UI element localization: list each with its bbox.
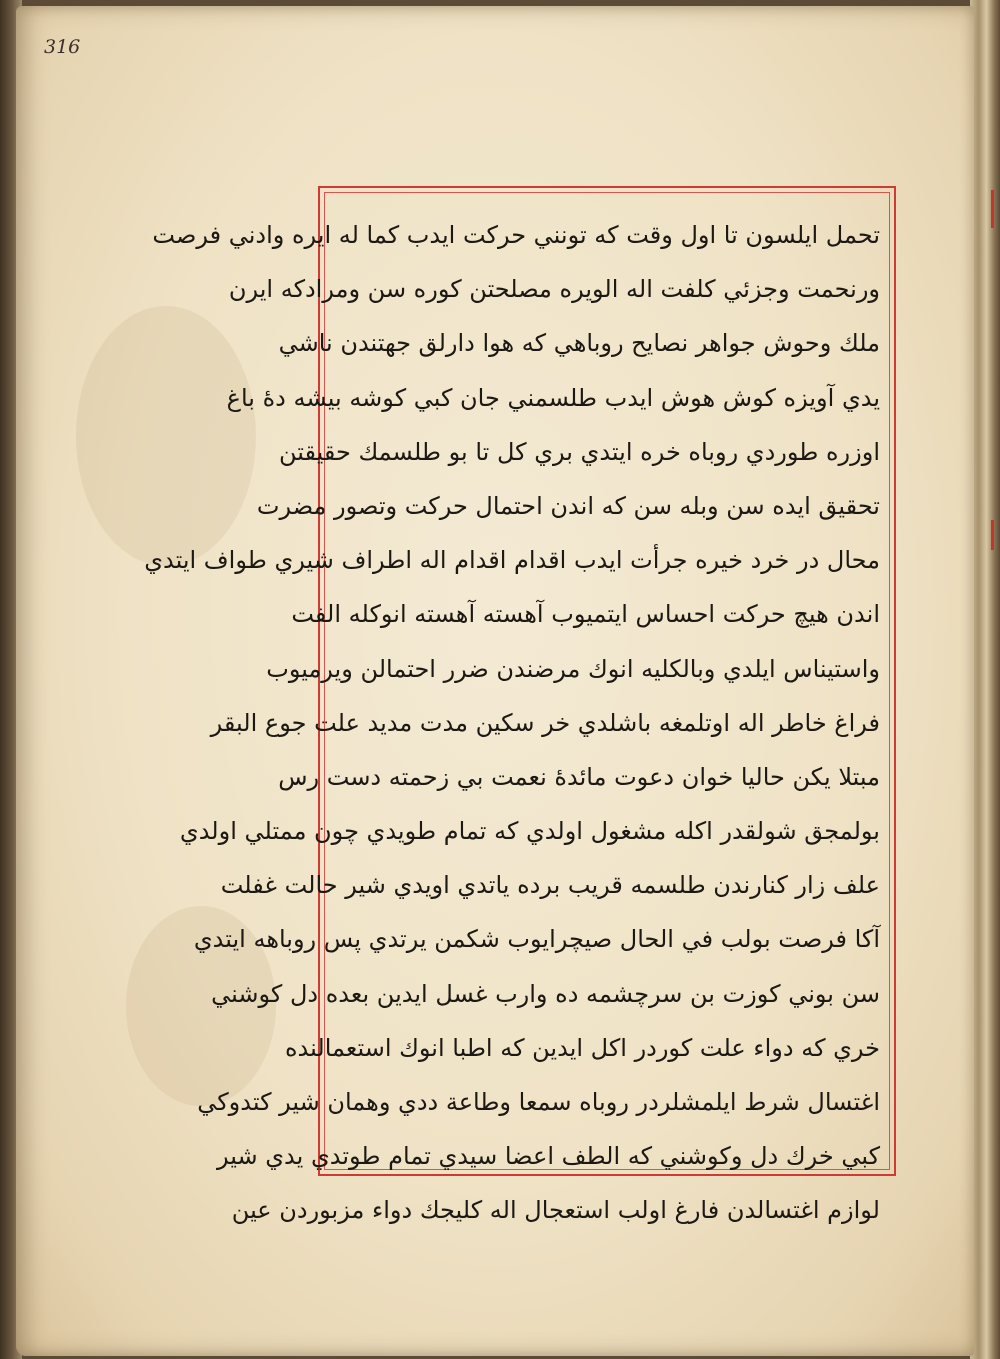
text-line: اغتسال شرط ايلمشلردر روباه سمعا وطاعة ددي وهمان شير كتدوكي (197, 1088, 880, 1116)
text-line: فراغ خاطر اله اوتلمغه باشلدي خر سكين مدت مديد علت جوع البقر (210, 708, 880, 737)
text-line: سن بوني كوزت بن سرچشمه ده وارب غسل ايدين بعده دل كوشني (211, 979, 880, 1008)
text-line: تحمل ايلسون تا اول وقت كه تونني حركت ايدب كما له ايره وادني فرصت (152, 221, 880, 249)
text-line: بولمجق شولقدر اكله مشغول اولدي كه تمام طويدي چون ممتلي اولدي (179, 817, 880, 846)
text-line: كبي خرك دل وكوشني كه الطف اعضا سيدي تمام طوتدي يدي شير (217, 1142, 880, 1171)
paper-stain (76, 306, 256, 566)
text-line: خري كه دواء علت كوردر اكل ايدين كه اطبا انوك استعمالنده (284, 1033, 880, 1062)
text-line: ورنحمت وجزئي كلفت اله الويره مصلحتن كوره سن ومرادكه ايرن (228, 275, 880, 304)
text-line: اوزره طوردي روباه خره ايتدي بري كل تا بو طلسمك حقيقتن (278, 437, 880, 466)
page-edges (970, 0, 1000, 1359)
folio-number: 316 (44, 36, 81, 58)
text-line: علف زار كنارندن طلسمه قريب برده ياتدي اويدي شير حالت غفلت (220, 871, 880, 900)
text-line: اندن هيچ حركت احساس ايتميوب آهسته آهسته انوكله الفت (291, 600, 880, 629)
manuscript-page (16, 6, 974, 1356)
red-edge-mark (991, 190, 994, 228)
text-line: ملك وحوش جواهر نصايح روباهي كه هوا دارلق جهتندن ناشي (278, 329, 880, 358)
text-line: آكا فرصت بولب في الحال صيچرايوب شكمن يرتدي پس روباهه ايتدي (193, 925, 880, 954)
text-line: واستيناس ايلدي وبالكليه انوك مرضندن ضرر احتمالن ويرميوب (266, 654, 880, 683)
text-line: تحقيق ايده سن وبله سن كه اندن احتمال حركت وتصور مضرت (256, 491, 880, 520)
text-block (144, 208, 880, 1238)
red-edge-mark (991, 520, 994, 550)
text-line: مبتلا يكن حاليا خوان دعوت مائدهٔ نعمت بي زحمته دست رس (278, 762, 880, 791)
text-line: لوازم اغتسالدن فارغ اولب استعجال اله كليجك دواء مزبوردن عين (231, 1196, 880, 1225)
text-line: محال در خرد خيره جرأت ايدب اقدام اقدام اله اطراف شيري طواف ايتدي (144, 546, 880, 575)
text-frame (144, 186, 896, 1225)
text-line: يدي آويزه كوش هوش ايدب طلسمني جان كبي كوشه بيشه دهٔ باغ (226, 383, 880, 412)
